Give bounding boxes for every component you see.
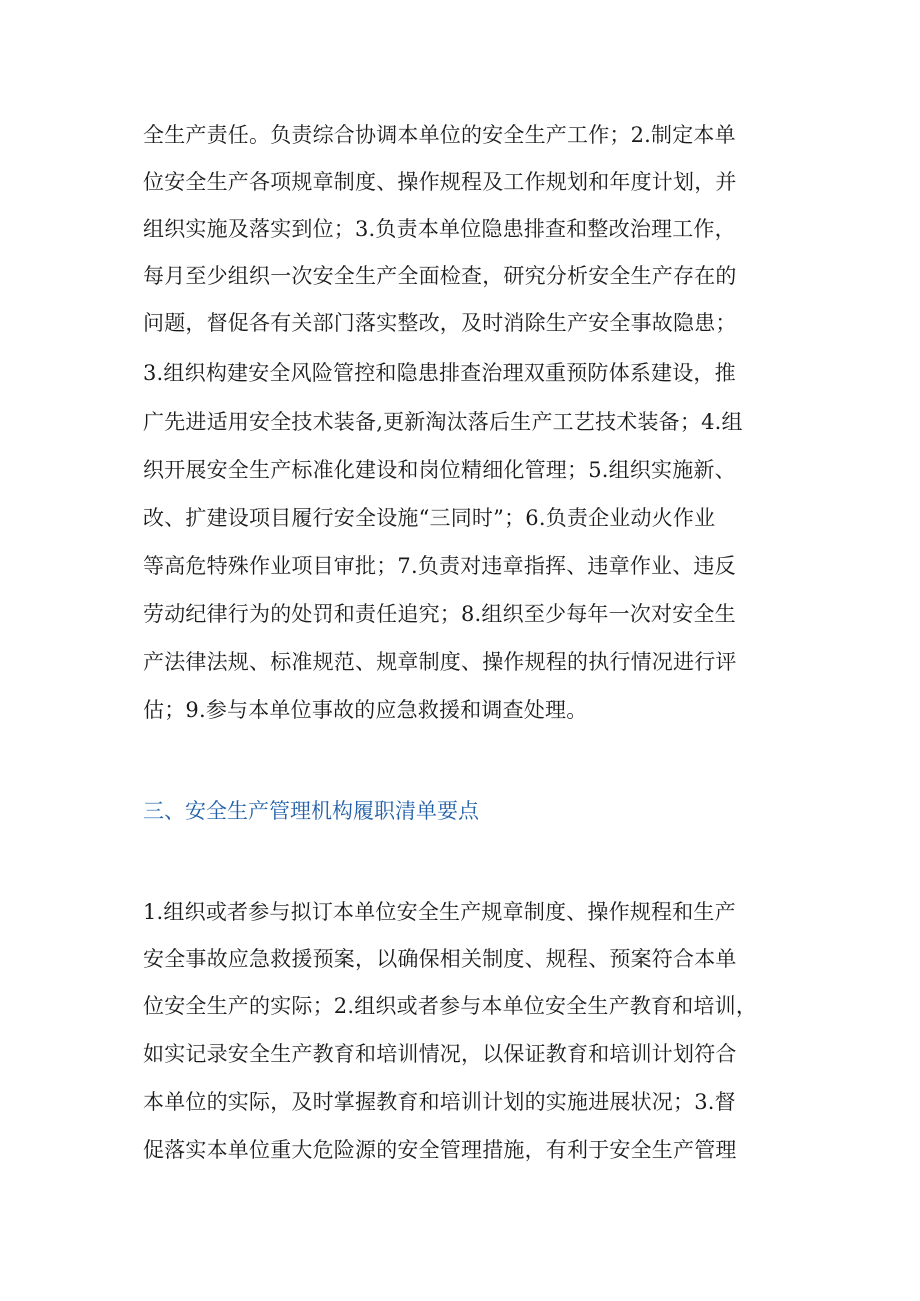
- body-line: 产法律法规、标准规范、规章制度、操作规程的执行情况进行评: [143, 650, 737, 674]
- body-line: 估；9.参与本单位事故的应急救援和调查处理。: [143, 698, 588, 722]
- body-line: 如实记录安全生产教育和培训情况，以保证教育和培训计划符合: [143, 1042, 737, 1066]
- section-heading: 三、安全生产管理机构履职清单要点: [143, 799, 479, 823]
- body-line: 1.组织或者参与拟订本单位安全生产规章制度、操作规程和生产: [143, 900, 736, 924]
- body-line: 促落实本单位重大危险源的安全管理措施，有利于安全生产管理: [143, 1138, 737, 1162]
- body-line: 位安全生产各项规章制度、操作规程及工作规划和年度计划，并: [143, 170, 737, 194]
- body-line: 劳动纪律行为的处罚和责任追究；8.组织至少每年一次对安全生: [143, 602, 736, 626]
- body-line: 织开展安全生产标准化建设和岗位精细化管理；5.组织实施新、: [143, 458, 736, 482]
- body-line: 广先进适用安全技术装备,更新淘汰落后生产工艺技术装备；4.组: [143, 410, 743, 434]
- body-line: 本单位的实际，及时掌握教育和培训计划的实施进展状况；3.督: [143, 1090, 736, 1114]
- body-line: 每月至少组织一次安全生产全面检查，研究分析安全生产存在的: [143, 264, 737, 288]
- body-line: 3.组织构建安全风险管控和隐患排查治理双重预防体系建设，推: [143, 361, 736, 385]
- body-line: 等高危特殊作业项目审批；7.负责对违章指挥、违章作业、违反: [143, 554, 736, 578]
- body-line: 问题，督促各有关部门落实整改，及时消除生产安全事故隐患；: [143, 311, 737, 335]
- body-line: 改、扩建设项目履行安全设施“三同时”；6.负责企业动火作业: [143, 506, 716, 530]
- body-line: 安全事故应急救援预案，以确保相关制度、规程、预案符合本单: [143, 947, 737, 971]
- body-line: 位安全生产的实际；2.组织或者参与本单位安全生产教育和培训，: [143, 994, 758, 1018]
- body-line: 全生产责任。负责综合协调本单位的安全生产工作；2.制定本单: [143, 123, 736, 147]
- body-line: 组织实施及落实到位；3.负责本单位隐患排查和整改治理工作，: [143, 217, 736, 241]
